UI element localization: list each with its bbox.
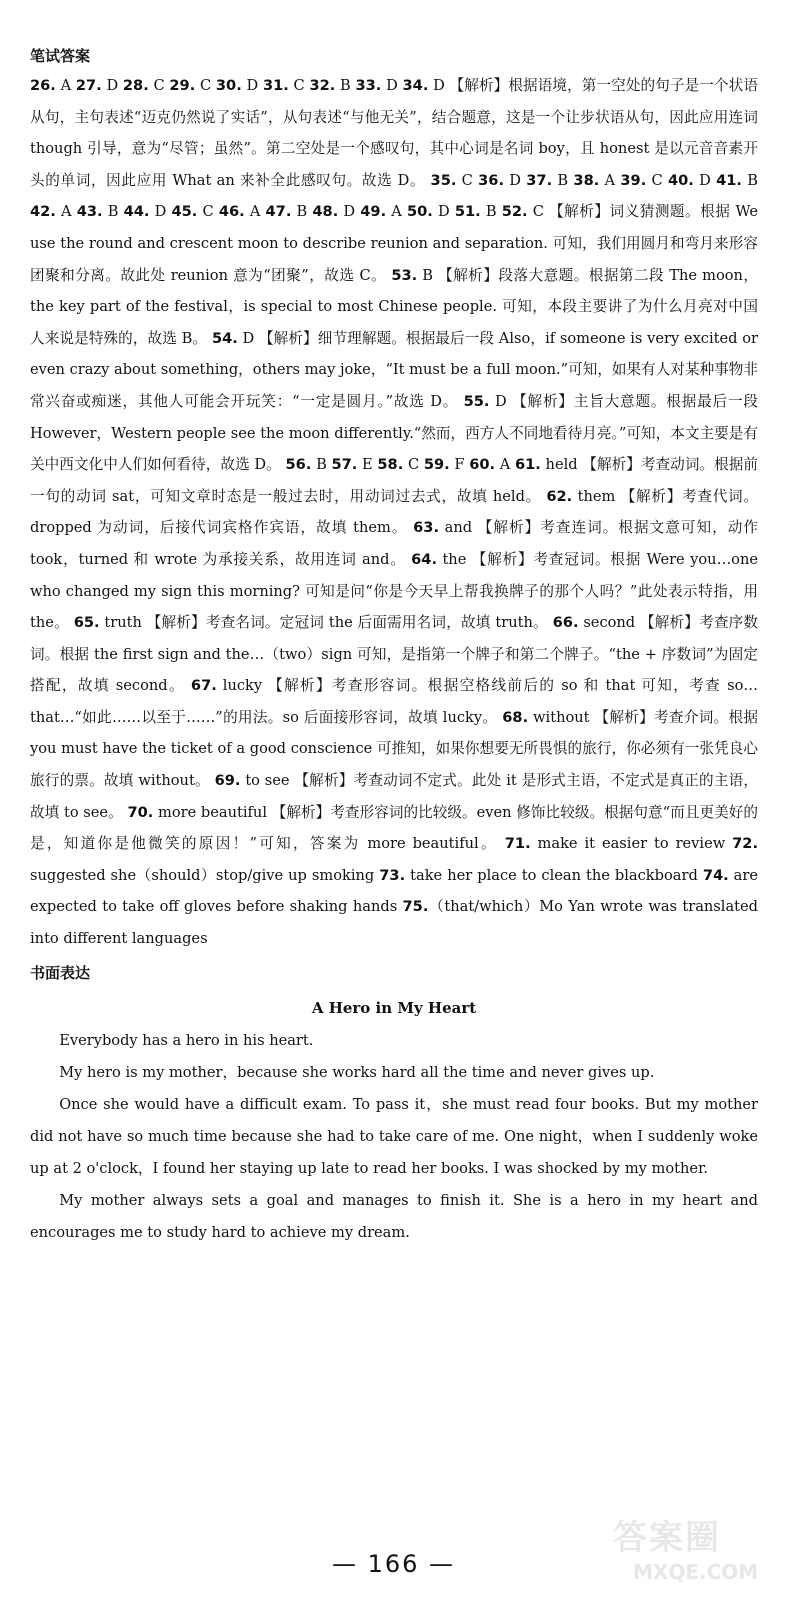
answer-item [526, 172, 573, 189]
answer-number: 36. [478, 171, 504, 189]
answer-number: 66. [552, 614, 579, 632]
answer-number: 68. [502, 708, 529, 726]
answer-item [309, 77, 355, 94]
answer-number: 39. [620, 171, 647, 189]
answer-item [263, 77, 310, 94]
answer-number: 27. [75, 77, 102, 94]
answer-text: take her place to clean the blackboard [405, 866, 703, 884]
answer-text: D [241, 77, 263, 94]
answer-number: 63. [413, 519, 440, 537]
answer-item [216, 77, 263, 94]
answer-text: more beautiful 【解析】考查形容词的比较级。even 修饰比较级。根据句意“而且更美好的是，知道你是他微笑的原因！”可知，答案为 more beautiful。 [30, 803, 758, 853]
answer-item [169, 77, 216, 94]
answer-item [431, 172, 479, 189]
writing-heading: 书面表达 [30, 963, 91, 982]
answer-text: C [148, 77, 170, 94]
answer-number: 43. [76, 203, 103, 221]
answer-text: B [335, 77, 356, 94]
answer-item [716, 172, 758, 189]
answer-text: A [495, 456, 515, 474]
answer-text: suggested she（should）stop/give up smoking [30, 866, 380, 884]
answer-item [620, 172, 668, 189]
answer-item [356, 77, 403, 94]
answer-text: C [288, 77, 310, 94]
answer-item [332, 456, 378, 473]
answer-number: 74. [702, 866, 729, 884]
answer-text: B [311, 456, 332, 474]
answer-number: 26. [30, 77, 56, 94]
answer-block [30, 70, 758, 955]
answer-text: B 【解析】段落大意题。根据第二段 The moon，the key part of the festival，is special to most Chinese people. 可知，本段主要讲了为什么月亮对中国人来说是特殊的，故选 B。 [30, 266, 758, 347]
answer-number: 44. [123, 203, 150, 221]
answer-text: lucky 【解析】考查形容词。根据空格线前后的 so 和 that 可知，考查 so… that…“如此……以至于……”的用法。so 后面接形容词，故填 lucky。 [30, 677, 758, 726]
answer-number: 45. [171, 203, 198, 221]
answer-text: C [195, 77, 216, 94]
answer-item [219, 203, 266, 220]
answer-text: D [693, 171, 717, 189]
answer-number: 73. [379, 866, 406, 884]
answer-item [123, 77, 170, 94]
answer-number: 30. [215, 77, 242, 94]
answer-text: D [432, 203, 455, 221]
answer-item [286, 456, 332, 473]
answer-number: 29. [169, 77, 196, 94]
answer-item [668, 172, 716, 189]
answer-text: B [552, 171, 574, 189]
answer-item [424, 456, 469, 473]
answer-text: C [456, 171, 479, 189]
answer-text: make it easier to review [530, 835, 733, 853]
answer-text: B [480, 203, 502, 221]
answer-text: truth 【解析】考查名词。定冠词 the 后面需用名词，故填 truth。 [99, 614, 553, 632]
answer-number: 50. [406, 203, 433, 221]
answer-text: B [102, 203, 124, 221]
answer-number: 64. [411, 550, 437, 568]
answer-number: 51. [454, 203, 481, 221]
answer-number: 46. [218, 203, 245, 221]
answer-item [377, 456, 423, 473]
essay-body [30, 1025, 758, 1249]
answer-number: 75. [402, 898, 429, 916]
answer-text: without 【解析】考查介词。根据 you must have the ticket of a good conscience 可推知，如果你想要无所畏惧的旅行，你必须有一张凭良心旅行的票。故填 without。 [30, 708, 758, 790]
answer-number: 58. [377, 456, 404, 474]
answer-text: D 【解析】根据语境，第一空处的句子是一个状语从句，主句表述“迈克仍然说了实话”，从句表述“与他无关”，结合题意，这是一个让步状语从句，因此应用连词 though 引导，意为“尽管；虽然”。第二空处是一个感叹句，其中心词是名词 boy，且 honest 是以元音音素开头的单词，因此应用 What an 来补全此感叹句。故选 D。 [30, 77, 758, 189]
answer-text: B [291, 203, 313, 221]
watermark-logo [603, 1510, 773, 1590]
answer-number: 47. [265, 203, 292, 221]
answer-number: 28. [122, 77, 149, 94]
answer-text: D 【解析】细节理解题。根据最后一段 Also，if someone is very excited or even crazy about something，others may joke，“It must be a full moon.”可知，如果有人对某种事物非常兴奋或痴迷，其他人可能会开玩笑：“一定是圆月。”故选 D。 [30, 329, 758, 410]
answer-number: 35. [430, 171, 457, 189]
answer-number: 48. [312, 203, 339, 221]
answer-text: D [149, 203, 172, 221]
answer-text: D 【解析】主旨大意题。根据最后一段 However，Western people see the moon differently.“然而，西方人不同地看待月亮。”可知，本文主要是有关中西文化中人们如何看待，故选 D。 [30, 392, 758, 474]
answer-number: 71. [504, 835, 531, 853]
answer-number: 37. [526, 171, 553, 189]
answer-text: D [381, 77, 403, 94]
watermark-text: 答案圈 [613, 1518, 721, 1558]
answer-text: are expected to take off gloves before shaking hands [30, 866, 758, 916]
answer-text: （that/which）Mo Yan wrote was translated into different languages [30, 898, 758, 948]
answer-text: E [357, 456, 378, 474]
answer-number: 52. [501, 203, 528, 221]
answer-number: 34. [402, 77, 429, 94]
answer-text: A [55, 77, 76, 94]
essay-paragraph: My mother always sets a goal and manages to finish it. She is a hero in my heart and encourages me to study hard to achieve my dream. [30, 1191, 758, 1241]
answer-number: 32. [309, 77, 336, 94]
answer-text: C [403, 456, 424, 474]
answer-text: C [646, 171, 668, 189]
answer-number: 49. [360, 203, 387, 221]
page-number: — 166 — [331, 1550, 456, 1578]
answer-text: A [55, 203, 77, 221]
answer-number: 55. [463, 392, 490, 410]
answer-number: 62. [546, 487, 573, 505]
answer-number: 56. [285, 456, 312, 474]
answer-item [171, 203, 218, 220]
answer-number: 54. [211, 329, 238, 347]
answer-number: 42. [30, 203, 56, 221]
answer-number: 70. [127, 803, 154, 821]
essay-paragraph: My hero is my mother，because she works hard all the time and never gives up. [59, 1063, 655, 1081]
essay-title: A Hero in My Heart [311, 998, 477, 1017]
answer-item [573, 172, 620, 189]
answer-item [407, 203, 455, 220]
answer-item [379, 867, 703, 884]
answer-text: A [244, 203, 266, 221]
answer-number: 38. [573, 171, 600, 189]
answer-item [505, 835, 732, 852]
answer-number: 53. [391, 266, 418, 284]
answer-item [124, 203, 172, 220]
answer-item [74, 614, 553, 631]
answer-text: C [197, 203, 219, 221]
essay-paragraph: Once she would have a difficult exam. To pass it，she must read four books. But my mother did not have so much time because she had to take care of me. One night，when I suddenly woke up at 2 o'clock，I found her staying up late to read her books. I was shocked by my mother. [30, 1095, 758, 1177]
answer-item [30, 203, 77, 220]
answer-number: 69. [214, 772, 241, 790]
answer-text: them 【解析】考查代词。dropped 为动词，后接代词宾格作宾语，故填 them。 [30, 487, 758, 537]
answer-text: B [741, 171, 758, 189]
answer-item [312, 203, 360, 220]
watermark-url: MXQE.COM [633, 1560, 759, 1584]
answer-number: 61. [515, 456, 541, 474]
answer-text: to see 【解析】考查动词不定式。此处 it 是形式主语，不定式是真正的主语，故填 to see。 [30, 772, 758, 821]
answer-number: 57. [331, 456, 358, 474]
answer-text: the 【解析】考查冠词。根据 Were you…one who changed my sign this morning? 可知是问“你是今天早上帮我换牌子的那个人吗？”此处表示特指，用 the。 [30, 550, 758, 632]
answer-number: 33. [355, 77, 382, 94]
answer-number: 67. [190, 677, 217, 695]
answer-item [77, 203, 124, 220]
answer-text: D [504, 171, 527, 189]
answer-text: F [449, 456, 470, 474]
answer-item [469, 456, 515, 473]
answer-item [360, 203, 407, 220]
answer-number: 40. [667, 171, 694, 189]
answer-item [478, 172, 526, 189]
content-area [30, 44, 758, 1249]
answer-number: 59. [423, 456, 450, 474]
answer-item [76, 77, 123, 94]
answer-number: 31. [262, 77, 289, 94]
answer-number: 72. [732, 835, 759, 853]
answer-text: held 【解析】考查动词。根据前一句的动词 sat，可知文章时态是一般过去时，用动词过去式，故填 held。 [30, 456, 759, 505]
answer-text: C 【解析】词义猜测题。根据 We use the round and crescent moon to describe reunion and separation. 可知，我们用圆月和弯月来形容团聚和分离。故此处 reunion 意为“团聚”，故选 C。 [30, 203, 758, 284]
answer-text: D [338, 203, 361, 221]
answer-number: 65. [73, 614, 100, 632]
answer-number: 60. [469, 456, 496, 474]
answer-text: A [599, 171, 621, 189]
essay-paragraph: Everybody has a hero in his heart. [59, 1031, 314, 1049]
answer-text: D [101, 77, 123, 94]
answer-item [266, 203, 313, 220]
answer-item [455, 203, 502, 220]
answer-number: 41. [716, 171, 742, 189]
answer-text: A [386, 203, 407, 221]
answer-text: and 【解析】考查连词。根据文意可知，动作 took，turned 和 wrote 为承接关系，故用连词 and。 [30, 519, 758, 568]
answer-item [30, 77, 76, 94]
written-answers-heading: 笔试答案 [30, 47, 91, 65]
answer-text: second 【解析】考查序数词。根据 the first sign and the…（two）sign 可知，是指第一个牌子和第二个牌子。“the + 序数词”为固定搭配，故填 second。 [30, 614, 758, 695]
